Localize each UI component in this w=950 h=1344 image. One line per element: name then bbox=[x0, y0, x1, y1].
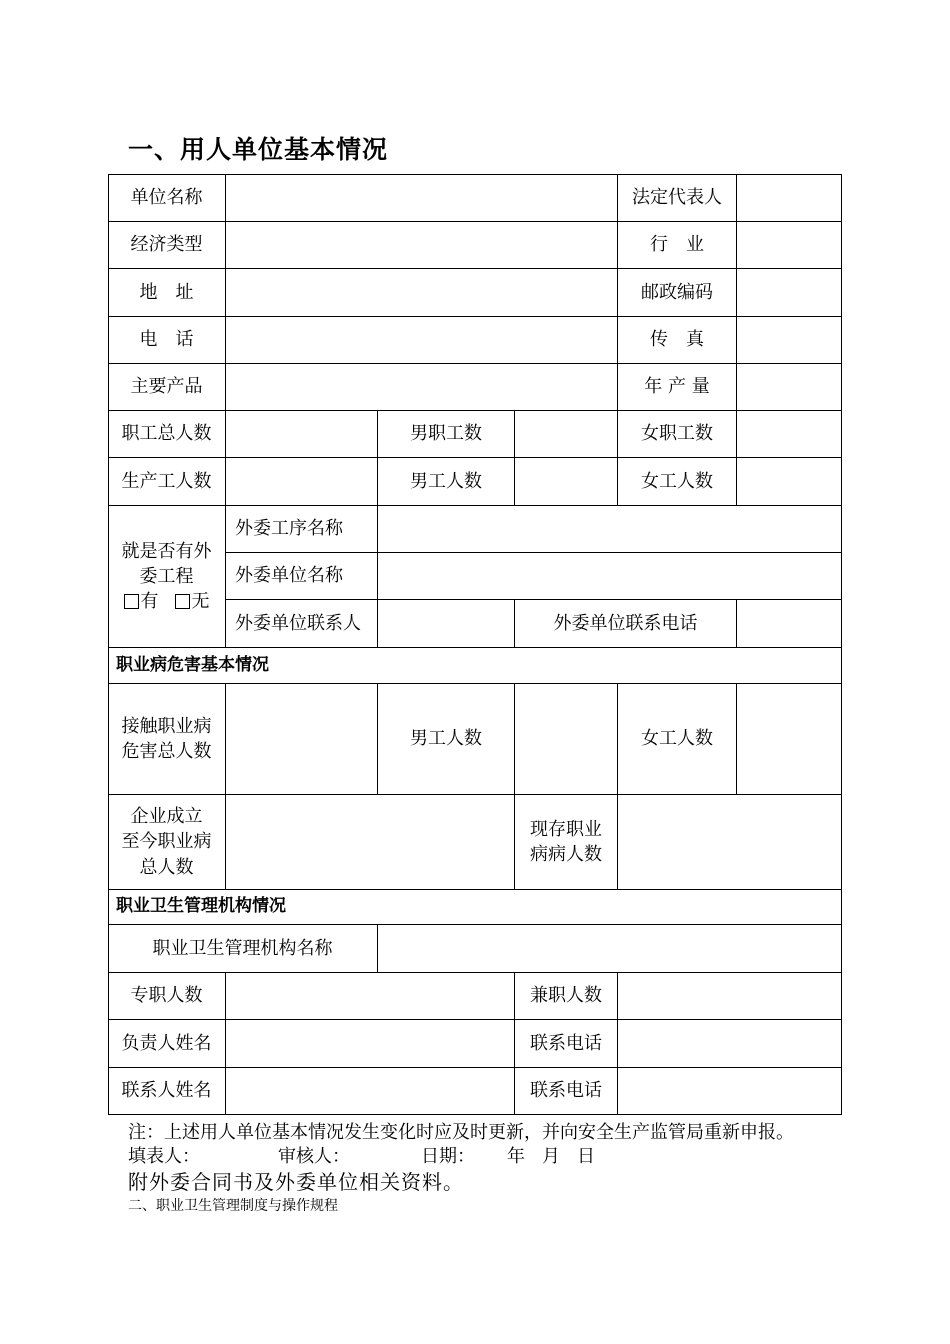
label-current-patients: 现存职业 病病人数 bbox=[515, 795, 618, 890]
label-outsource-unit: 外委单位名称 bbox=[226, 553, 378, 600]
exposed-total-field[interactable] bbox=[226, 684, 378, 795]
economic-type-field[interactable] bbox=[226, 222, 618, 269]
month-label: 月 bbox=[542, 1146, 560, 1167]
filler-label: 填表人： bbox=[128, 1146, 200, 1167]
address-field[interactable] bbox=[226, 269, 618, 317]
label-industry: 行 业 bbox=[618, 222, 737, 269]
fax-field[interactable] bbox=[737, 317, 842, 364]
contact-name-field[interactable] bbox=[226, 1068, 515, 1115]
outsource-question-cell bbox=[108, 506, 226, 648]
label-contact-name: 联系人姓名 bbox=[108, 1068, 226, 1115]
label-fax: 传 真 bbox=[618, 317, 737, 364]
label-disease-since-founding: 企业成立 至今职业病 总人数 bbox=[108, 795, 226, 890]
outsource-contact-phone-field[interactable] bbox=[737, 600, 842, 648]
contact-phone-field[interactable] bbox=[618, 1068, 842, 1115]
exposed-female-field[interactable] bbox=[737, 684, 842, 795]
total-staff-field[interactable] bbox=[226, 411, 378, 458]
industry-field[interactable] bbox=[737, 222, 842, 269]
label-postal-code: 邮政编码 bbox=[618, 269, 737, 317]
label-annual-output: 年 产 量 bbox=[618, 364, 737, 411]
page-title: 一、用人单位基本情况 bbox=[128, 135, 389, 164]
annual-output-field[interactable] bbox=[737, 364, 842, 411]
outsource-no-label: 无 bbox=[191, 591, 210, 613]
male-staff-field[interactable] bbox=[515, 411, 618, 458]
checkbox-square-icon bbox=[175, 594, 190, 609]
checkbox-square-icon bbox=[124, 594, 139, 609]
outsource-process-field[interactable] bbox=[378, 506, 842, 553]
parttime-field[interactable] bbox=[618, 973, 842, 1020]
label-outsource-contact: 外委单位联系人 bbox=[226, 600, 378, 648]
label-unit-name: 单位名称 bbox=[108, 174, 226, 222]
outsource-yes-checkbox[interactable] bbox=[124, 589, 159, 614]
label-male-staff: 男职工数 bbox=[378, 411, 515, 458]
label-org-name: 职业卫生管理机构名称 bbox=[108, 925, 378, 973]
label-female-workers: 女工人数 bbox=[618, 458, 737, 506]
female-workers-field[interactable] bbox=[737, 458, 842, 506]
postal-code-field[interactable] bbox=[737, 269, 842, 317]
attachment-note: 附外委合同书及外委单位相关资料。 bbox=[128, 1170, 464, 1194]
signature-line bbox=[128, 1142, 595, 1168]
label-total-staff: 职工总人数 bbox=[108, 411, 226, 458]
label-parttime: 兼职人数 bbox=[515, 973, 618, 1020]
label-head-phone: 联系电话 bbox=[515, 1020, 618, 1068]
unit-name-field[interactable] bbox=[226, 174, 618, 222]
label-exposed-female: 女工人数 bbox=[618, 684, 737, 795]
org-name-field[interactable] bbox=[378, 925, 842, 973]
label-contact-phone: 联系电话 bbox=[515, 1068, 618, 1115]
label-legal-rep: 法定代表人 bbox=[618, 174, 737, 222]
label-outsource-process: 外委工序名称 bbox=[226, 506, 378, 553]
label-phone: 电 话 bbox=[108, 317, 226, 364]
date-label: 日期： bbox=[421, 1146, 475, 1167]
phone-field[interactable] bbox=[226, 317, 618, 364]
label-exposed-male: 男工人数 bbox=[378, 684, 515, 795]
fulltime-field[interactable] bbox=[226, 973, 515, 1020]
female-staff-field[interactable] bbox=[737, 411, 842, 458]
section-hazard-heading: 职业病危害基本情况 bbox=[108, 648, 842, 684]
legal-rep-field[interactable] bbox=[737, 174, 842, 222]
main-product-field[interactable] bbox=[226, 364, 618, 411]
year-label: 年 bbox=[507, 1146, 525, 1167]
outsource-unit-field[interactable] bbox=[378, 553, 842, 600]
outsource-question-line2: 委工程 bbox=[139, 565, 194, 587]
label-exposed-total: 接触职业病 危害总人数 bbox=[108, 684, 226, 795]
disease-since-founding-field[interactable] bbox=[226, 795, 515, 890]
footnote: 注：上述用人单位基本情况发生变化时应及时更新，并向安全生产监管局重新申报。 bbox=[128, 1122, 794, 1143]
label-head-name: 负责人姓名 bbox=[108, 1020, 226, 1068]
label-outsource-contact-phone: 外委单位联系电话 bbox=[515, 600, 737, 648]
next-section-heading: 二、职业卫生管理制度与操作规程 bbox=[128, 1198, 338, 1214]
outsource-question-line1: 就是否有外 bbox=[121, 540, 212, 562]
label-fulltime: 专职人数 bbox=[108, 973, 226, 1020]
head-phone-field[interactable] bbox=[618, 1020, 842, 1068]
exposed-male-field[interactable] bbox=[515, 684, 618, 795]
outsource-no-checkbox[interactable] bbox=[175, 589, 210, 614]
reviewer-label: 审核人： bbox=[278, 1146, 350, 1167]
male-workers-field[interactable] bbox=[515, 458, 618, 506]
label-male-workers: 男工人数 bbox=[378, 458, 515, 506]
label-address: 地 址 bbox=[108, 269, 226, 317]
basic-info-form bbox=[108, 174, 842, 1115]
label-female-staff: 女职工数 bbox=[618, 411, 737, 458]
label-economic-type: 经济类型 bbox=[108, 222, 226, 269]
current-patients-field[interactable] bbox=[618, 795, 842, 890]
label-main-product: 主要产品 bbox=[108, 364, 226, 411]
label-production-workers: 生产工人数 bbox=[108, 458, 226, 506]
outsource-contact-field[interactable] bbox=[378, 600, 515, 648]
section-org-heading: 职业卫生管理机构情况 bbox=[108, 890, 842, 925]
production-workers-field[interactable] bbox=[226, 458, 378, 506]
outsource-yes-label: 有 bbox=[140, 591, 159, 613]
head-name-field[interactable] bbox=[226, 1020, 515, 1068]
day-label: 日 bbox=[577, 1146, 595, 1167]
